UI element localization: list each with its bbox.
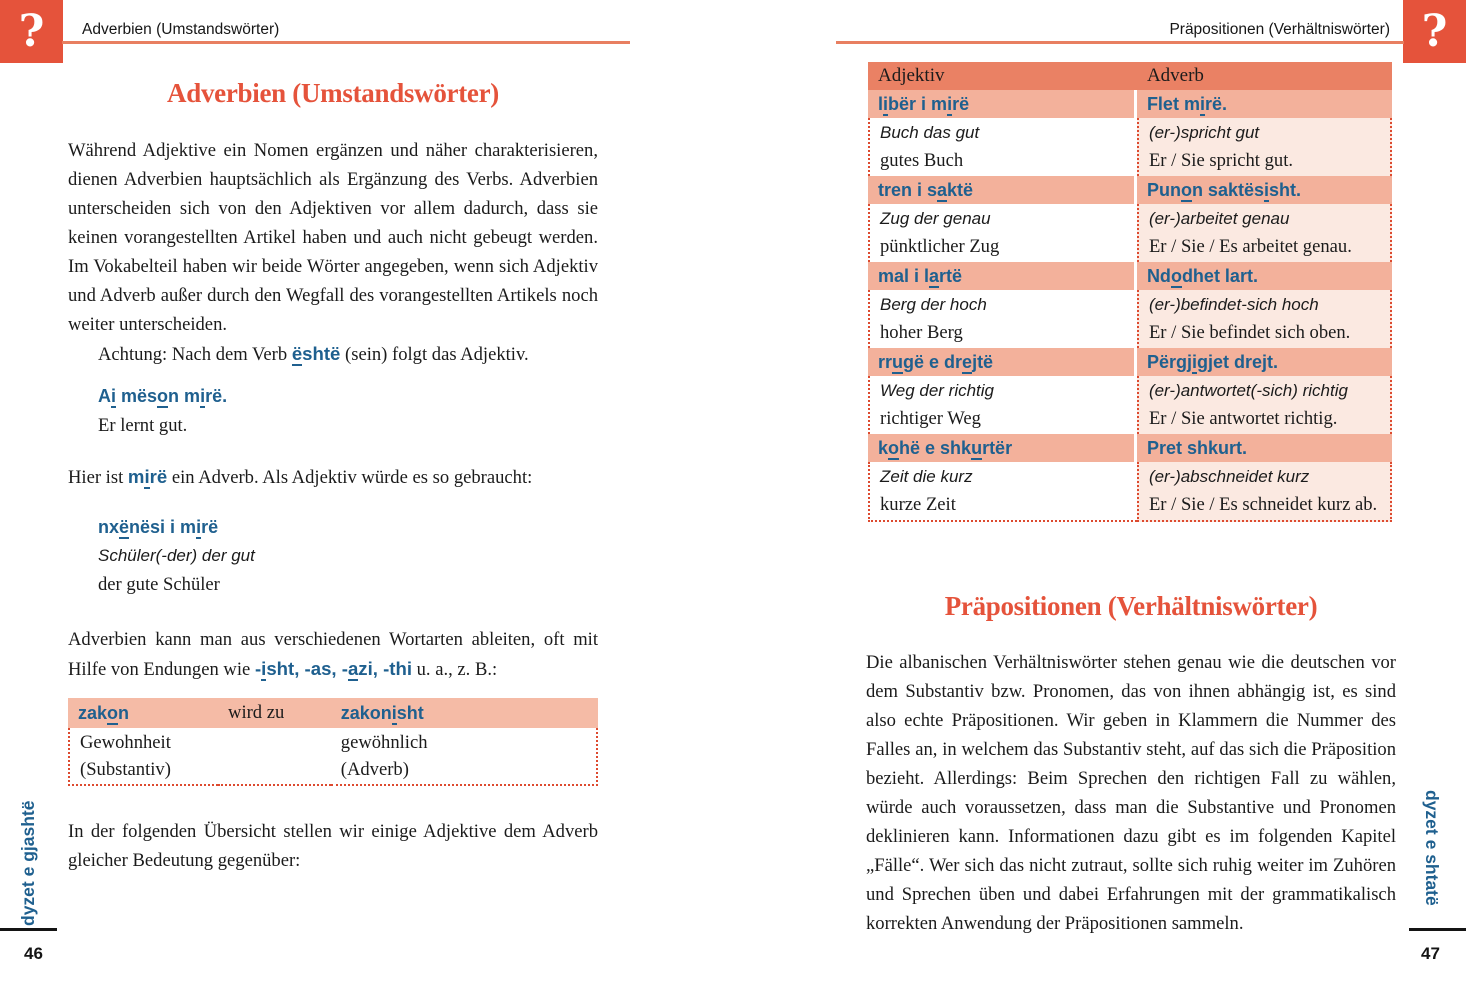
cell-gewoehnlich: gewöhnlich (Adverb) bbox=[331, 728, 598, 786]
table-row-german bbox=[868, 462, 1392, 522]
spacer bbox=[68, 369, 598, 382]
help-icon bbox=[0, 0, 63, 63]
header-cell-wird-zu: wird zu bbox=[218, 698, 331, 728]
running-head-right: Präpositionen (Verhältniswörter) bbox=[1169, 21, 1390, 38]
right-page bbox=[733, 0, 1466, 1000]
cell-gewohnheit: Gewohnheit (Substantiv) bbox=[68, 728, 218, 786]
adjektiv-adverb-table bbox=[868, 62, 1392, 522]
paragraph-uebersicht: In der folgenden Übersicht stellen wir einige Adjektive dem Adverb gleicher Bedeutung gegenüber: bbox=[68, 821, 598, 871]
albanian-cell: libër i mirë bbox=[868, 90, 1137, 118]
page-number-rule-left bbox=[0, 928, 57, 931]
page-number-right: 47 bbox=[1421, 944, 1440, 963]
table-row-german bbox=[868, 376, 1392, 434]
albanian-cell: Ndodhet lart. bbox=[1137, 262, 1392, 290]
right-title-wrap bbox=[866, 591, 1396, 622]
paragraph-praepositionen: Die albanischen Verhältniswörter stehen genau wie die deutschen vor dem Substantiv bzw. Pronomen, das von ihnen abhängig ist, es sind also echte Präpositionen. Wir geben in Klammern die Nummer des Falles an, in welchem das Substantiv steht, auf das sich die Präposition bezieht. Allerdings: Beim Sprechen den richtigen Fall zu wählen, würde auch voraussetzen, dass man die Substantive und Pronomen deklinieren kann. Informationen dazu gibt es im folgenden Kapitel „Fälle“. Wer sich das nicht zutraut, sollte sich ruhig weiter im Zuhören und Sprechen üben und dabei Erfahrungen mit der grammatikalisch korrekten Anwendung der Präpositionen sammeln. bbox=[866, 652, 1396, 934]
left-page-content bbox=[68, 78, 598, 875]
spacer bbox=[68, 599, 598, 625]
albanian-cell: mal i lartë bbox=[868, 262, 1137, 290]
german-cell: (er-)arbeitet genau Er / Sie / Es arbeitet genau. bbox=[1137, 204, 1392, 262]
right-page-content bbox=[866, 648, 1396, 938]
table-row-albanian bbox=[868, 90, 1392, 118]
footer-vertical-right: dyzet e shtatë bbox=[1422, 790, 1442, 906]
header-cell-zakonisht: zakonisht bbox=[331, 698, 598, 728]
header-cell-adjektiv: Adjektiv bbox=[868, 62, 1137, 90]
german-cell: Zeit die kurz kurze Zeit bbox=[868, 462, 1137, 522]
derivation-table-header bbox=[68, 698, 598, 728]
german-cell: Weg der richtig richtiger Weg bbox=[868, 376, 1137, 434]
german-cell: Zug der genau pünktlicher Zug bbox=[868, 204, 1137, 262]
help-icon bbox=[1403, 0, 1466, 63]
question-mark-glyph: ? bbox=[18, 5, 45, 57]
german-cell: Berg der hoch hoher Berg bbox=[868, 290, 1137, 348]
table-row-albanian bbox=[868, 348, 1392, 376]
example-block bbox=[98, 513, 598, 599]
running-head-rule-left bbox=[62, 41, 630, 44]
example-literal-translation: Schüler(-der) der gut bbox=[98, 546, 255, 565]
paragraph-achtung: Achtung: Nach dem Verb është (sein) folgt das Adjektiv. bbox=[98, 343, 529, 365]
header-cell-zakon: zakon bbox=[68, 698, 218, 728]
table-row-albanian bbox=[868, 176, 1392, 204]
page-title-left: Adverbien (Umstandswörter) bbox=[167, 78, 499, 108]
example-albanian-phrase: nxënësi i mirë bbox=[98, 517, 219, 537]
example-albanian-sentence: Ai mëson mirë. bbox=[98, 386, 228, 406]
spacer bbox=[68, 440, 598, 462]
table-row-german bbox=[868, 118, 1392, 176]
spacer bbox=[68, 492, 598, 513]
table-row-albanian bbox=[868, 262, 1392, 290]
question-mark-glyph: ? bbox=[1421, 5, 1448, 57]
albanian-cell: rrugë e drejtë bbox=[868, 348, 1137, 376]
table-row-albanian bbox=[868, 434, 1392, 462]
table-row-german bbox=[868, 290, 1392, 348]
spacer bbox=[68, 684, 598, 698]
header-cell-adverb: Adverb bbox=[1137, 62, 1392, 90]
albanian-cell: Punon saktësisht. bbox=[1137, 176, 1392, 204]
running-head-left: Adverbien (Umstandswörter) bbox=[82, 21, 280, 38]
albanian-cell: Përgjigjet drejt. bbox=[1137, 348, 1392, 376]
page-title-right: Präpositionen (Verhältniswörter) bbox=[944, 591, 1318, 621]
table-row-german bbox=[868, 204, 1392, 262]
paragraph-endungen: Adverbien kann man aus verschiedenen Wortarten ableiten, oft mit Hilfe von Endungen wie -isht, -as, -azi, -thi u. a., z. B.: bbox=[68, 629, 598, 680]
paragraph-hier-ist: Hier ist mirë ein Adverb. Als Adjektiv würde es so gebraucht: bbox=[68, 466, 533, 488]
german-cell: Buch das gut gutes Buch bbox=[868, 118, 1137, 176]
cell-empty bbox=[218, 728, 331, 786]
german-cell: (er-)antwortet(-sich) richtig Er / Sie antwortet richtig. bbox=[1137, 376, 1392, 434]
german-cell: (er-)abschneidet kurz Er / Sie / Es schneidet kurz ab. bbox=[1137, 462, 1392, 522]
german-cell: (er-)spricht gut Er / Sie spricht gut. bbox=[1137, 118, 1392, 176]
example-german-sentence: Er lernt gut. bbox=[98, 415, 188, 436]
albanian-cell: Flet mirë. bbox=[1137, 90, 1392, 118]
page-number-left: 46 bbox=[24, 944, 43, 963]
albanian-cell: kohë e shkurtër bbox=[868, 434, 1137, 462]
paragraph-adverb-intro: Während Adjektive ein Nomen ergänzen und näher charakterisieren, dienen Adverbien hauptsächlich als Ergänzung des Verbs. Adverbien unterscheiden sich von den Adjektiven vor allem dadurch, dass sie keinen vorangestellten Artikel haben und auch nicht gebeugt werden. Im Vokabelteil haben wir beide Wörter angegeben, wenn sich Adjektiv und Adverb außer durch den Wegfall des vorangestellten Artikels noch weiter unterscheiden. bbox=[68, 140, 598, 335]
albanian-cell: tren i saktë bbox=[868, 176, 1137, 204]
derivation-table bbox=[68, 698, 598, 786]
running-head-rule-right bbox=[836, 41, 1404, 44]
footer-vertical-left: dyzet e gjashtë bbox=[18, 800, 38, 926]
page-number-rule-right bbox=[1409, 928, 1466, 931]
german-cell: (er-)befindet-sich hoch Er / Sie befindet sich oben. bbox=[1137, 290, 1392, 348]
table-header-row bbox=[868, 62, 1392, 90]
example-german-translation: der gute Schüler bbox=[98, 574, 220, 595]
spacer bbox=[68, 786, 598, 817]
albanian-cell: Pret shkurt. bbox=[1137, 434, 1392, 462]
derivation-table-row bbox=[68, 728, 598, 786]
